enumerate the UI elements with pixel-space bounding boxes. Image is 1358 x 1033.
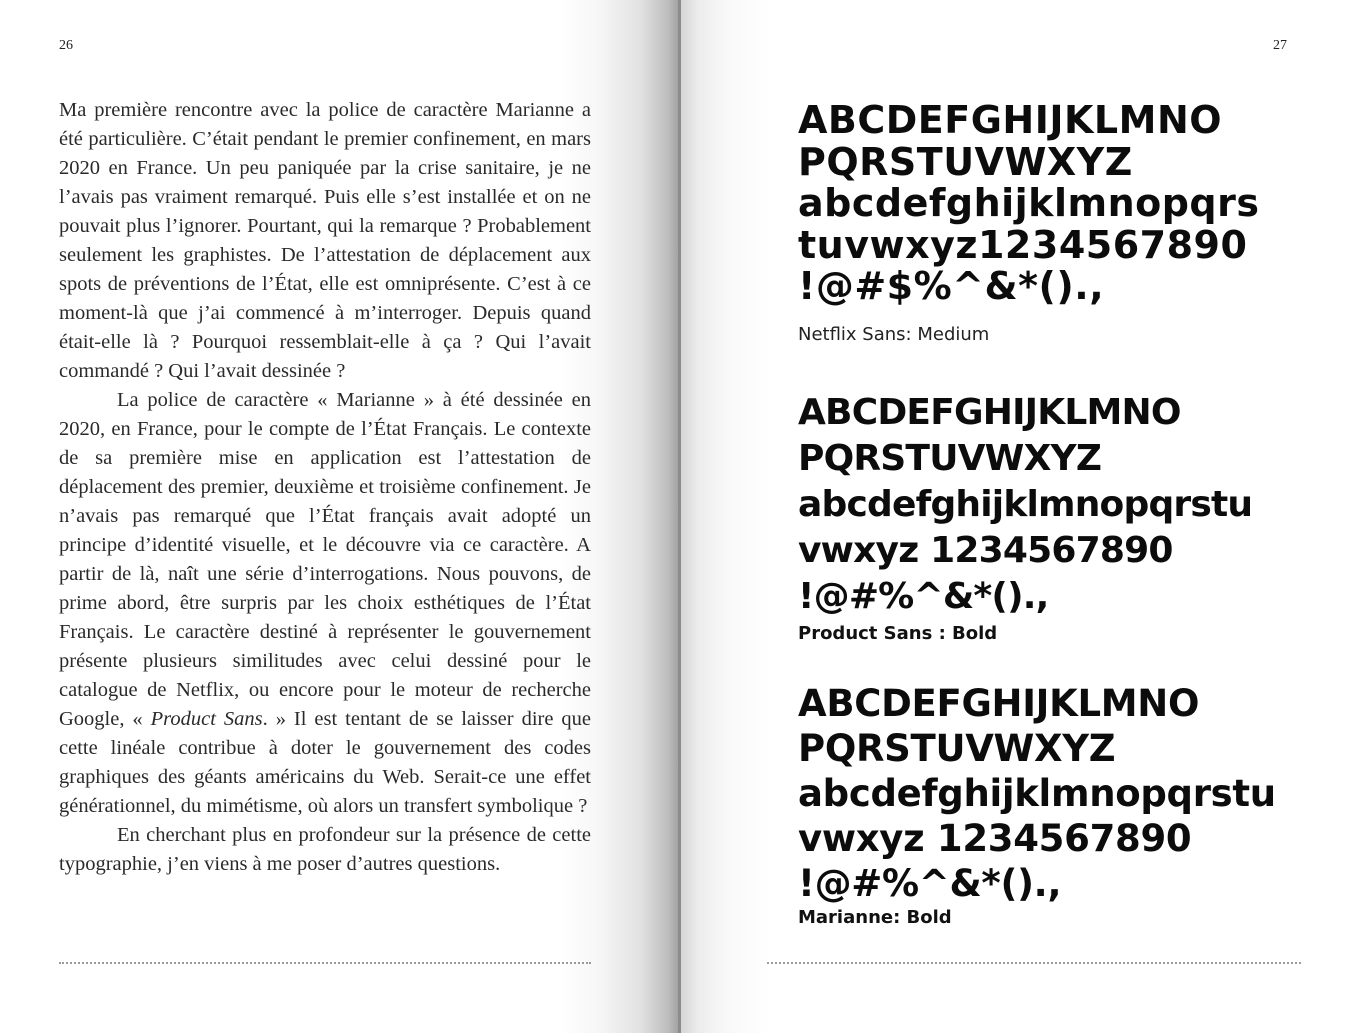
specimen-line: tuvwxyz1234567890	[798, 222, 1248, 267]
paragraph-2	[59, 386, 591, 821]
specimen-line: PQRSTUVWXYZ	[798, 139, 1133, 184]
specimen-line: ABCDEFGHIJKLMNO	[798, 682, 1200, 725]
dotted-rule-left	[59, 962, 591, 964]
specimen-line: vwxyz 1234567890	[798, 817, 1192, 860]
specimen-line: PQRSTUVWXYZ	[798, 727, 1116, 770]
specimen-line: ABCDEFGHIJKLMNO	[798, 392, 1181, 433]
paragraph-1: Ma première rencontre avec la police de caractère Marianne a été particulière. C’était pendant le premier confinement, en mars 2020 en France. Un peu paniquée par la crise sanitaire, je ne l’avais pas vraiment remarqué. Puis elle s’est installée et on ne pouvait plus l’ignorer. Pourtant, qui la remarque ? Probablement seulement les graphistes. De l’attestation de déplacement aux spots de préventions de l’État, elle est omniprésente. C’est à ce moment-là que j’ai commencé à m’interroger. Depuis quand était-elle là ? Pourquoi ressemblait-elle à ça ? Qui l’avait commandé ? Qui l’avait dessinée ?	[59, 99, 591, 382]
specimen-caption: Marianne: Bold	[798, 907, 952, 928]
book-gutter	[678, 0, 681, 1033]
paragraph-2-text-end: . » Il est tentant de se laisser dire que cette linéale contribue à doter le gouvernement des codes graphiques des géants américains du Web. Serait-ce une effet générationnel, du mimétisme, où alors un transfert symbolique ?	[59, 708, 591, 817]
dotted-rule-right	[767, 962, 1301, 964]
specimen-product-sans	[798, 390, 1318, 645]
paragraph-2-text-start: La police de caractère « Marianne » à été dessinée en 2020, en France, pour le compte de l’État Français. Le contexte de sa première mise en application est l’attestation de déplacement des premier, deuxième et troisième confinement. Je n’avais pas remarqué que l’État français avait adopté un principe d’identité visuelle, et le découvre via ce caractère. A partir de là, naît une série d’interrogations. Nous pouvons, de prime abord, être surpris par les choix esthétiques de l’État Français. Le caractère destiné à représenter le gouvernement présente plusieurs similitudes avec celui dessiné pour le catalogue de Netflix, ou encore pour le moteur de recherche Google, «	[59, 389, 591, 730]
page-number-left: 26	[59, 38, 73, 53]
specimen-caption: Product Sans : Bold	[798, 623, 998, 644]
specimen-netflix-sans	[798, 100, 1318, 346]
specimen-line: !@#$%^&*().,	[798, 264, 1105, 308]
body-text	[59, 96, 591, 879]
specimen-marianne	[798, 681, 1318, 929]
specimen-line: abcdefghijklmnopqrs	[798, 181, 1260, 225]
right-page	[680, 0, 1358, 1033]
specimen-line: vwxyz 1234567890	[798, 530, 1173, 571]
paragraph-3: En cherchant plus en profondeur sur la présence de cette typographie, j’en viens à me poser d’autres questions.	[59, 824, 591, 875]
specimen-line: abcdefghijklmnopqrstu	[798, 484, 1253, 525]
specimen-line: !@#%^&*().,	[798, 576, 1049, 617]
specimen-line: ABCDEFGHIJKLMNO	[798, 98, 1223, 142]
paragraph-2-italic-title: Product Sans	[150, 708, 263, 730]
specimen-line: abcdefghijklmnopqrstu	[798, 772, 1276, 815]
page-number-right: 27	[1273, 38, 1287, 53]
specimen-line: !@#%^&*().,	[798, 862, 1062, 905]
specimen-caption: Netflix Sans: Medium	[798, 323, 990, 345]
specimen-line: PQRSTUVWXYZ	[798, 438, 1102, 479]
